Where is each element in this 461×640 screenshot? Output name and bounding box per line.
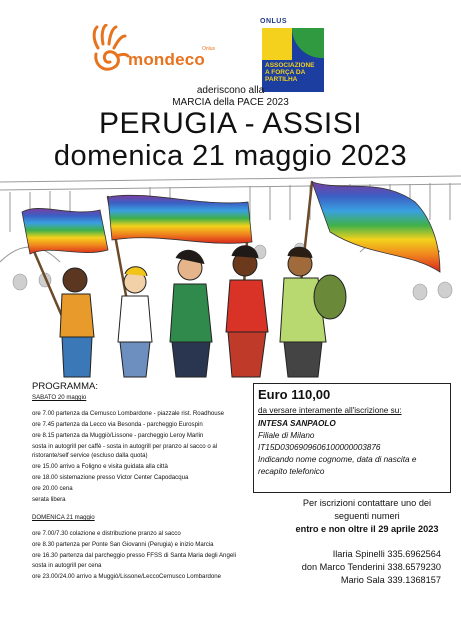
price: Euro 110,00 (258, 387, 331, 402)
list-item: ore 7.45 partenza da Lecco via Besonda - parcheggio Eurospin (32, 421, 203, 428)
registration-deadline: entro e non oltre il 29 aprile 2023 (295, 524, 439, 534)
payment-note-2: recapito telefonico (258, 467, 325, 476)
contact-item: Ilaria Spinelli 335.6962564 (332, 549, 441, 559)
sunday-heading: DOMENICA 21 maggio (32, 514, 95, 521)
association-emblem (262, 28, 324, 92)
contact-item: don Marco Tenderini 338.6579230 (301, 562, 441, 572)
list-item: sosta in autogrill per caffè - sosta in autogrill per pranzo al sacco o al (32, 443, 218, 450)
saturday-heading: SABATO 20 maggio (32, 394, 87, 401)
association-name: ASSOCIAZIONE A FORÇA DA PARTILHA (265, 62, 315, 83)
program-title: PROGRAMMA: (32, 381, 98, 392)
list-item: ristorante/self service (escluso dalla quota) (32, 452, 148, 459)
event-date: domenica 21 maggio 2023 (53, 140, 408, 172)
marching-children (60, 246, 346, 377)
registration-line-2: seguenti numeri (334, 511, 400, 521)
list-item: ore 8.15 partenza da Muggiò/Lissone - parcheggio Leroy Marlin (32, 432, 204, 439)
bank-branch: Filiale di Milano (258, 431, 315, 440)
hand-spiral-icon (88, 24, 130, 76)
payment-instructions: da versare interamente all'iscrizione su: (258, 406, 402, 415)
mondeco-wordmark: mondeco (128, 50, 205, 69)
list-item: ore 16.30 partenza dal parcheggio presso FFSS di Santa Maria degli Angeli (32, 552, 236, 559)
list-item: ore 7.00/7.30 colazione e distribuzione pranzo al sacco (32, 530, 181, 537)
payment-box (253, 383, 451, 493)
mondeco-logo (88, 24, 238, 79)
onlus-label: ONLUS (260, 18, 287, 25)
rainbow-flag (108, 195, 252, 243)
bank-name: INTESA SANPAOLO (258, 419, 336, 428)
iban: IT15D0306909606100000003876 (258, 443, 381, 452)
list-item: sosta in autogrill per cena (32, 562, 102, 569)
list-item: serata libera (32, 496, 66, 503)
list-item: ore 20.00 cena (32, 485, 73, 492)
contact-item: Mario Sala 339.1368157 (340, 575, 441, 585)
list-item: ore 15.00 arrivo a Foligno e visita guidata alla città (32, 463, 168, 470)
adhere-line-1: aderiscono alla (196, 85, 265, 96)
list-item: ore 23.00/24.00 arrivo a Muggiò/Lissone/LeccoCernusco Lombardone (32, 573, 222, 580)
rainbow-flag (22, 208, 108, 254)
list-item: ore 18.00 sistemazione presso Victor Center Capodacqua (32, 474, 189, 481)
adhere-line-2: MARCIA della PACE 2023 (172, 97, 289, 108)
rainbow-flag (312, 182, 440, 272)
onlus-tag: Onlus (202, 46, 216, 52)
page-title: PERUGIA - ASSISI (98, 107, 363, 140)
payment-note-1: Indicando nome cognome, data di nascita e (258, 455, 417, 464)
forca-da-partilha-logo (258, 18, 326, 94)
registration-line-1: Per iscrizioni contattare uno dei (302, 498, 432, 508)
list-item: ore 8.30 partenza per Ponte San Giovanni (Perugia) e inizio Marcia (32, 541, 214, 548)
peace-march-illustration (0, 172, 461, 382)
list-item: ore 7.00 partenza da Cernusco Lombardone - piazzale rist. Roadhouse (32, 410, 225, 417)
